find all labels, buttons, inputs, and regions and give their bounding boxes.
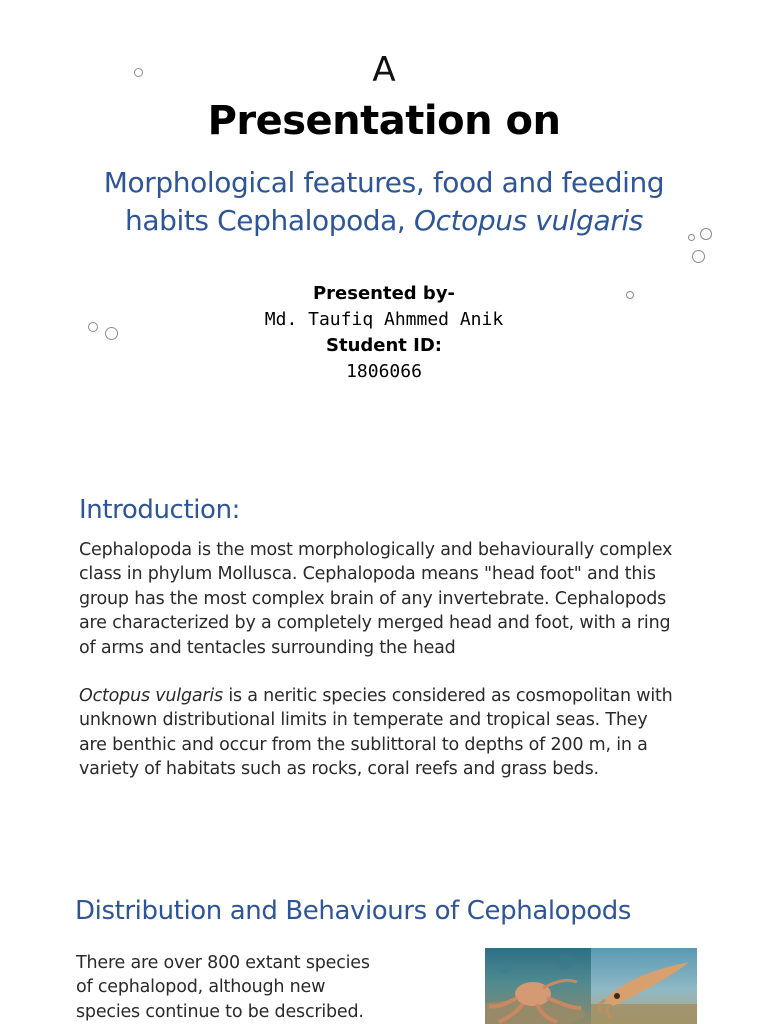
subtitle-species-name: Octopus vulgaris bbox=[413, 204, 643, 237]
text-line bbox=[79, 684, 739, 708]
subtitle bbox=[60, 164, 708, 240]
cephalopod-photo bbox=[485, 948, 697, 1024]
octopus-photo bbox=[485, 948, 591, 1024]
text-line: are benthic and occur from the sublittoral to depths of 200 m, in a bbox=[79, 734, 648, 755]
text-line: class in phylum Mollusca. Cephalopoda means "head foot" and this bbox=[79, 564, 656, 585]
text-line: variety of habitats such as rocks, coral reefs and grass beds. bbox=[79, 759, 599, 780]
student-id-label: Student ID: bbox=[326, 335, 442, 356]
presenter-name: Md. Taufiq Ahmmed Anik bbox=[264, 309, 504, 330]
text-line: are characterized by a completely merged head and foot, with a ring bbox=[79, 613, 671, 634]
student-id-value: 1806066 bbox=[346, 361, 422, 382]
introduction-heading: Introduction: bbox=[79, 495, 241, 525]
distribution-paragraph bbox=[76, 951, 456, 1024]
squid-illustration bbox=[591, 948, 697, 1024]
subtitle-line-2-prefix: habits Cephalopoda, bbox=[125, 204, 414, 237]
title-letter: A bbox=[372, 50, 396, 90]
bubble-decoration bbox=[692, 250, 705, 263]
introduction-paragraph-2 bbox=[79, 684, 739, 782]
species-name: Octopus vulgaris bbox=[79, 686, 223, 706]
text-line: of cephalopod, although new bbox=[76, 977, 326, 998]
text-line: There are over 800 extant species bbox=[76, 953, 370, 973]
text-fragment: is a neritic species considered as cosmopolitan with bbox=[222, 686, 673, 706]
subtitle-line-1: Morphological features, food and feeding bbox=[103, 166, 665, 199]
text-line: of arms and tentacles surrounding the head bbox=[79, 637, 456, 658]
page-title: Presentation on bbox=[207, 98, 561, 144]
subtitle-line-2 bbox=[60, 202, 708, 240]
text-line: species continue to be described. bbox=[76, 1001, 364, 1022]
presenter-block bbox=[0, 281, 768, 385]
squid-photo bbox=[591, 948, 697, 1024]
distribution-heading: Distribution and Behaviours of Cephalopods bbox=[75, 896, 632, 926]
text-line: unknown distributional limits in temperate and tropical seas. They bbox=[79, 710, 648, 731]
text-line: Cephalopoda is the most morphologically and behaviourally complex bbox=[79, 540, 673, 560]
introduction-paragraph-1 bbox=[79, 538, 739, 660]
octopus-illustration bbox=[485, 948, 591, 1024]
text-line: group has the most complex brain of any invertebrate. Cephalopods bbox=[79, 588, 667, 609]
presented-by-label: Presented by- bbox=[312, 283, 456, 304]
